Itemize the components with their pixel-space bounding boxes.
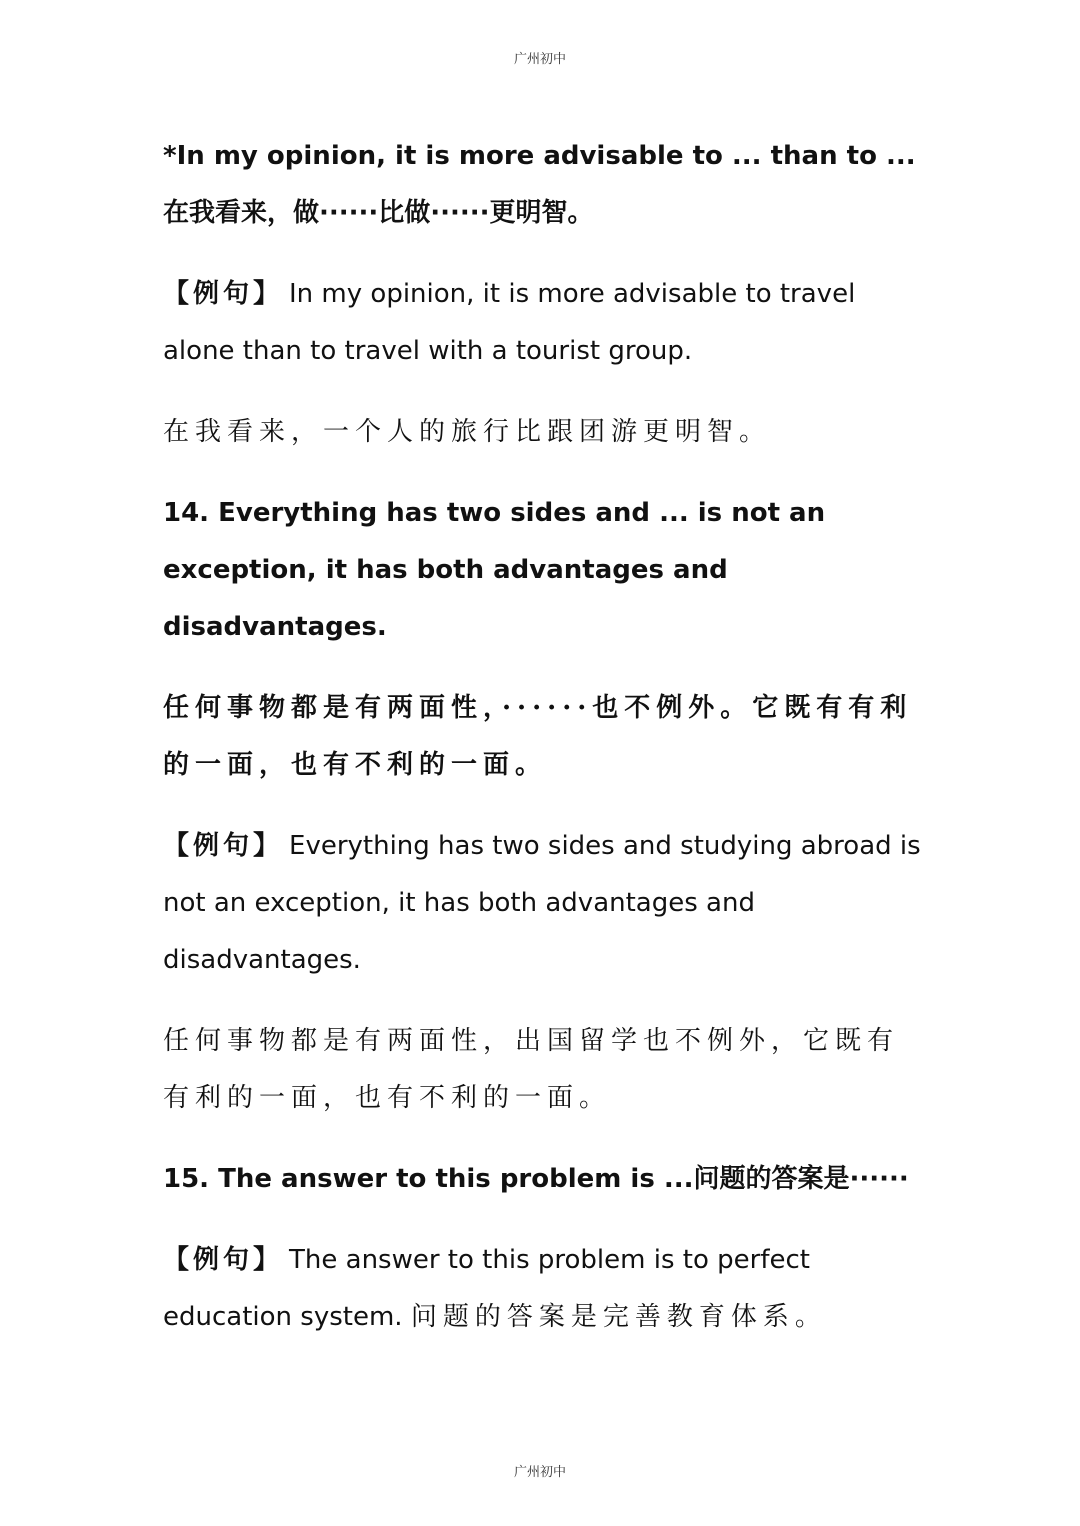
example-opinion (163, 266, 923, 380)
example-14 (163, 818, 923, 989)
page-footer: 广州初中 (513, 1465, 566, 1480)
example-tag: 【例句】 (163, 831, 284, 861)
page-header: 广州初中 (513, 52, 566, 67)
example-15-cn: 问题的答案是完善教育体系。 (410, 1302, 827, 1332)
example-15 (163, 1232, 923, 1346)
example-14-en: Everything has two sides and studying abroad is not an exception, it has both advantages and disadvantages. (163, 831, 921, 975)
example-tag: 【例句】 (163, 1245, 284, 1275)
example-opinion-en: In my opinion, it is more advisable to travel alone than to travel with a tourist group. (163, 279, 856, 366)
example-15-en: The answer to this problem is to perfect education system. (163, 1245, 810, 1332)
phrase-pattern-14-cn: 任何事物都是有两面性，······也不例外。它既有有利的一面，也有不利的一面。 (163, 693, 913, 780)
example-opinion-cn: 在我看来，一个人的旅行比跟团游更明智。 (163, 417, 772, 447)
example-tag: 【例句】 (163, 279, 284, 309)
example-14-cn: 任何事物都是有两面性，出国留学也不例外，它既有有利的一面，也有不利的一面。 (163, 1026, 900, 1113)
phrase-pattern-14-en: 14. Everything has two sides and ... is not an exception, it has both advantages and disadvantages. (163, 498, 826, 642)
phrase-pattern-opinion: *In my opinion, it is more advisable to ... than to ... 在我看来，做······比做······更明智。 (163, 141, 916, 228)
phrase-pattern-15: 15. The answer to this problem is ...问题的答案是······ (163, 1164, 909, 1194)
document-body (163, 128, 923, 1346)
